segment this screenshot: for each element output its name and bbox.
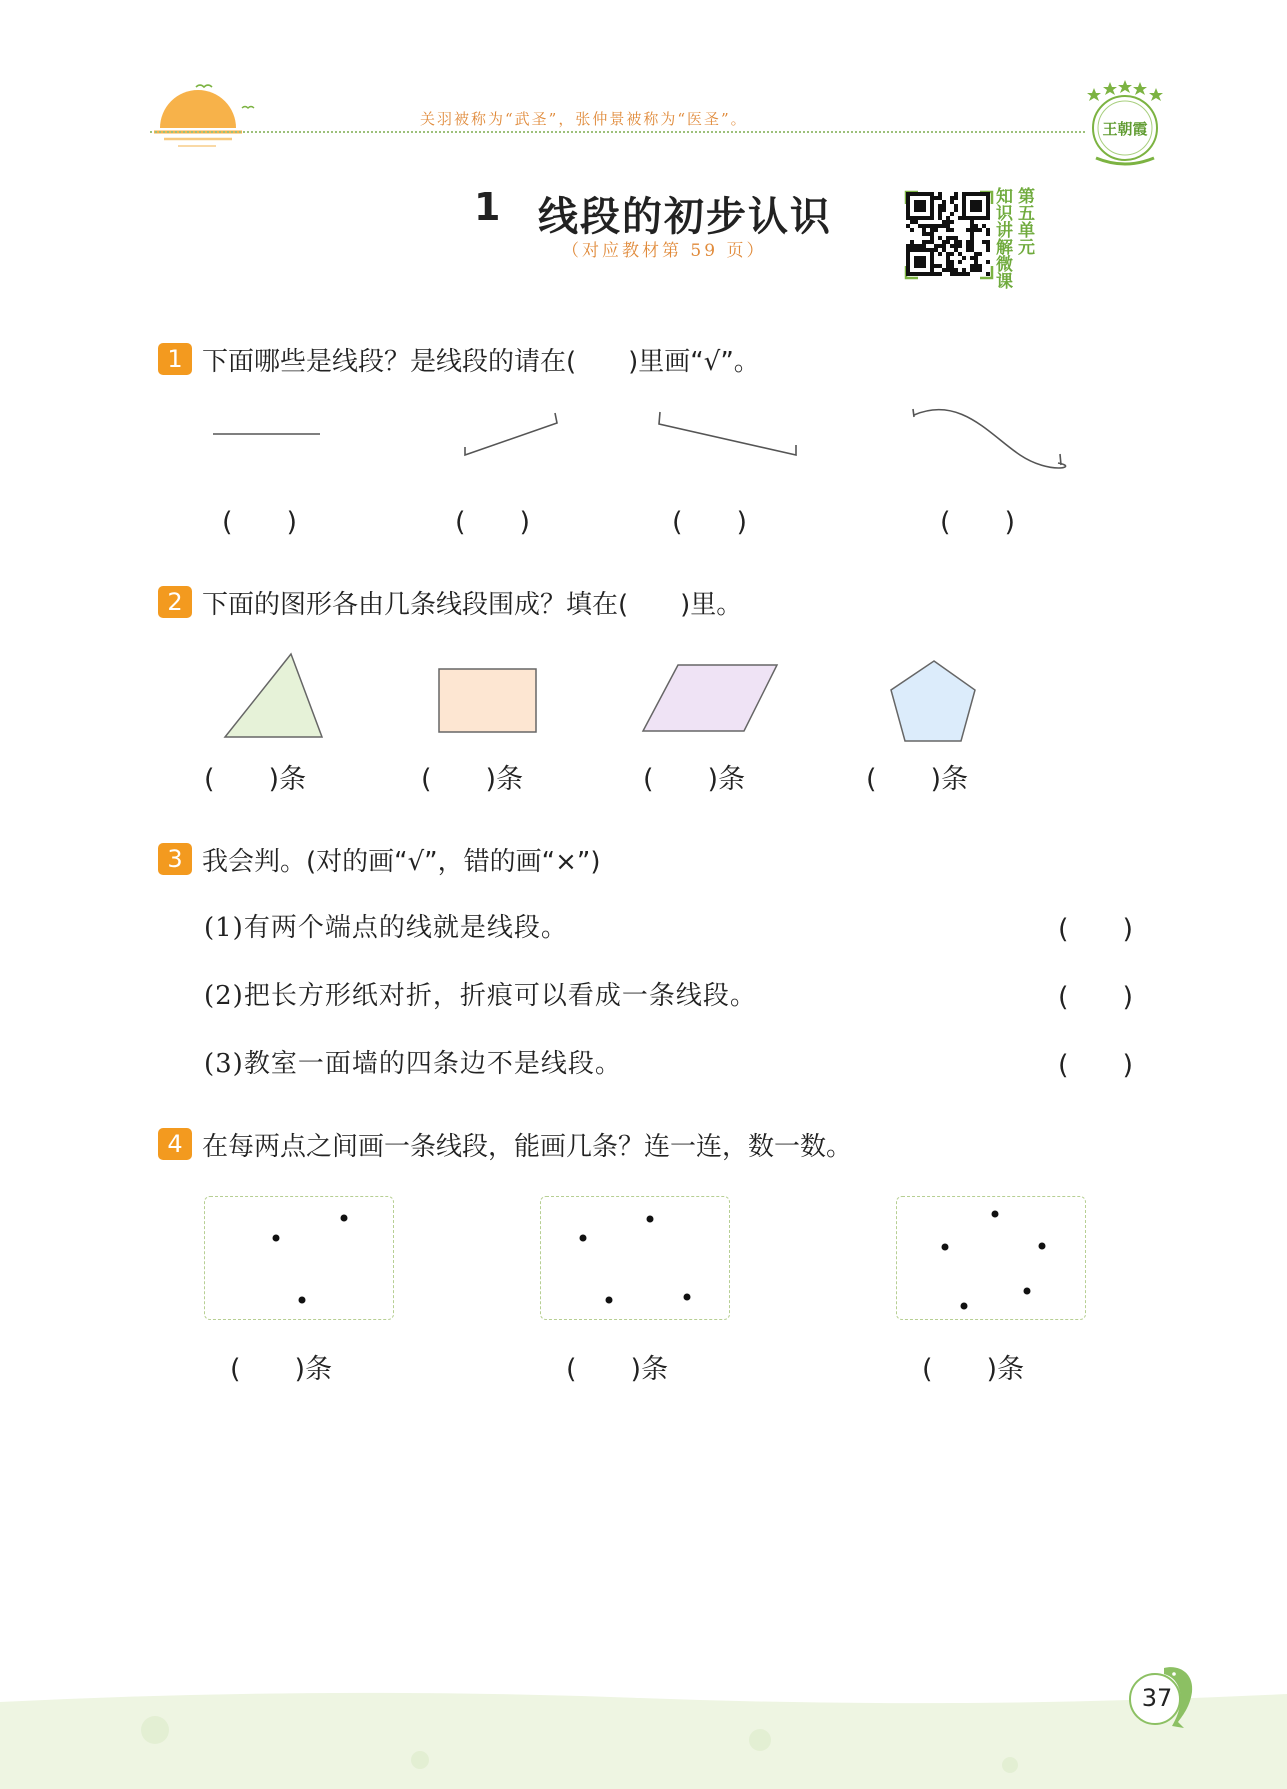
page-number: 37 bbox=[1141, 1684, 1173, 1712]
answer-blank[interactable]: ( ) bbox=[672, 507, 748, 538]
question-text: 我会判。(对的画“√”，错的画“×”) bbox=[202, 846, 601, 877]
triangle-shape bbox=[225, 654, 322, 737]
shape-figures bbox=[200, 645, 1000, 755]
dot-box-four-points[interactable] bbox=[540, 1196, 730, 1320]
header-dotted-line bbox=[150, 131, 1085, 133]
dot-box-three-points[interactable] bbox=[204, 1196, 394, 1320]
textbook-page-reference: （对应教材第 59 页） bbox=[562, 241, 767, 261]
question-number-badge: 2 bbox=[158, 586, 192, 618]
figure-segment-slanted bbox=[659, 412, 796, 455]
point bbox=[647, 1216, 654, 1223]
qr-code-icon[interactable] bbox=[906, 192, 990, 276]
point bbox=[684, 1294, 691, 1301]
brand-logo-text: 王朝霞 bbox=[1102, 120, 1148, 138]
question-text: 下面哪些是线段？是线段的请在( )里画“√”。 bbox=[202, 346, 760, 377]
rectangle-shape bbox=[439, 669, 536, 732]
point bbox=[961, 1303, 968, 1310]
figure-segment-hooked bbox=[465, 413, 557, 455]
answer-blank[interactable]: ( ) bbox=[455, 507, 531, 538]
answer-blank[interactable]: ( )条 bbox=[230, 1354, 333, 1385]
answer-blank[interactable]: ( ) bbox=[1058, 914, 1134, 945]
question-4 bbox=[158, 1127, 852, 1161]
figure-curve-line bbox=[914, 410, 1066, 468]
question-number-badge: 3 bbox=[158, 843, 192, 875]
answer-blank[interactable]: ( )条 bbox=[566, 1354, 669, 1385]
lesson-title: 线段的初步认识 bbox=[538, 194, 832, 240]
judgement-item-3: (3)教室一面墙的四条边不是线段。 bbox=[204, 1049, 622, 1079]
judgement-item-1: (1)有两个端点的线就是线段。 bbox=[204, 913, 568, 943]
line-figures bbox=[200, 395, 1080, 485]
answer-blank[interactable]: ( )条 bbox=[643, 764, 746, 795]
answer-blank[interactable]: ( )条 bbox=[204, 764, 307, 795]
point bbox=[299, 1297, 306, 1304]
point bbox=[1039, 1243, 1046, 1250]
dot-box-five-points[interactable] bbox=[896, 1196, 1086, 1320]
answer-blank[interactable]: ( )条 bbox=[922, 1354, 1025, 1385]
question-number-badge: 4 bbox=[158, 1128, 192, 1160]
sunset-decoration bbox=[150, 78, 260, 153]
footer-background bbox=[0, 1680, 1287, 1789]
qr-label-unit: 第五单元 bbox=[1018, 187, 1035, 258]
point bbox=[273, 1235, 280, 1242]
lesson-number: 1 bbox=[474, 185, 501, 229]
point bbox=[942, 1244, 949, 1251]
point bbox=[992, 1211, 999, 1218]
point bbox=[341, 1215, 348, 1222]
point bbox=[1024, 1288, 1031, 1295]
point bbox=[580, 1235, 587, 1242]
qr-label-knowledge: 知识讲解微课 bbox=[996, 187, 1013, 292]
question-2 bbox=[158, 585, 742, 619]
question-text: 下面的图形各由几条线段围成？填在( )里。 bbox=[202, 589, 743, 620]
answer-blank[interactable]: ( ) bbox=[1058, 1050, 1134, 1081]
header-motto: 关羽被称为“武圣”，张仲景被称为“医圣”。 bbox=[420, 110, 748, 128]
pentagon-shape bbox=[891, 661, 975, 741]
point bbox=[606, 1297, 613, 1304]
answer-blank[interactable]: ( )条 bbox=[421, 764, 524, 795]
answer-blank[interactable]: ( ) bbox=[1058, 982, 1134, 1013]
judgement-item-2: (2)把长方形纸对折，折痕可以看成一条线段。 bbox=[204, 981, 757, 1011]
question-text: 在每两点之间画一条线段，能画几条？连一连，数一数。 bbox=[202, 1131, 853, 1162]
question-3 bbox=[158, 842, 601, 876]
answer-blank[interactable]: ( ) bbox=[222, 507, 298, 538]
question-1 bbox=[158, 342, 760, 376]
brand-logo bbox=[1080, 78, 1170, 170]
answer-blank[interactable]: ( ) bbox=[940, 507, 1016, 538]
parallelogram-shape bbox=[643, 665, 777, 731]
answer-blank[interactable]: ( )条 bbox=[866, 764, 969, 795]
question-number-badge: 1 bbox=[158, 343, 192, 375]
figure-curve bbox=[913, 409, 914, 417]
